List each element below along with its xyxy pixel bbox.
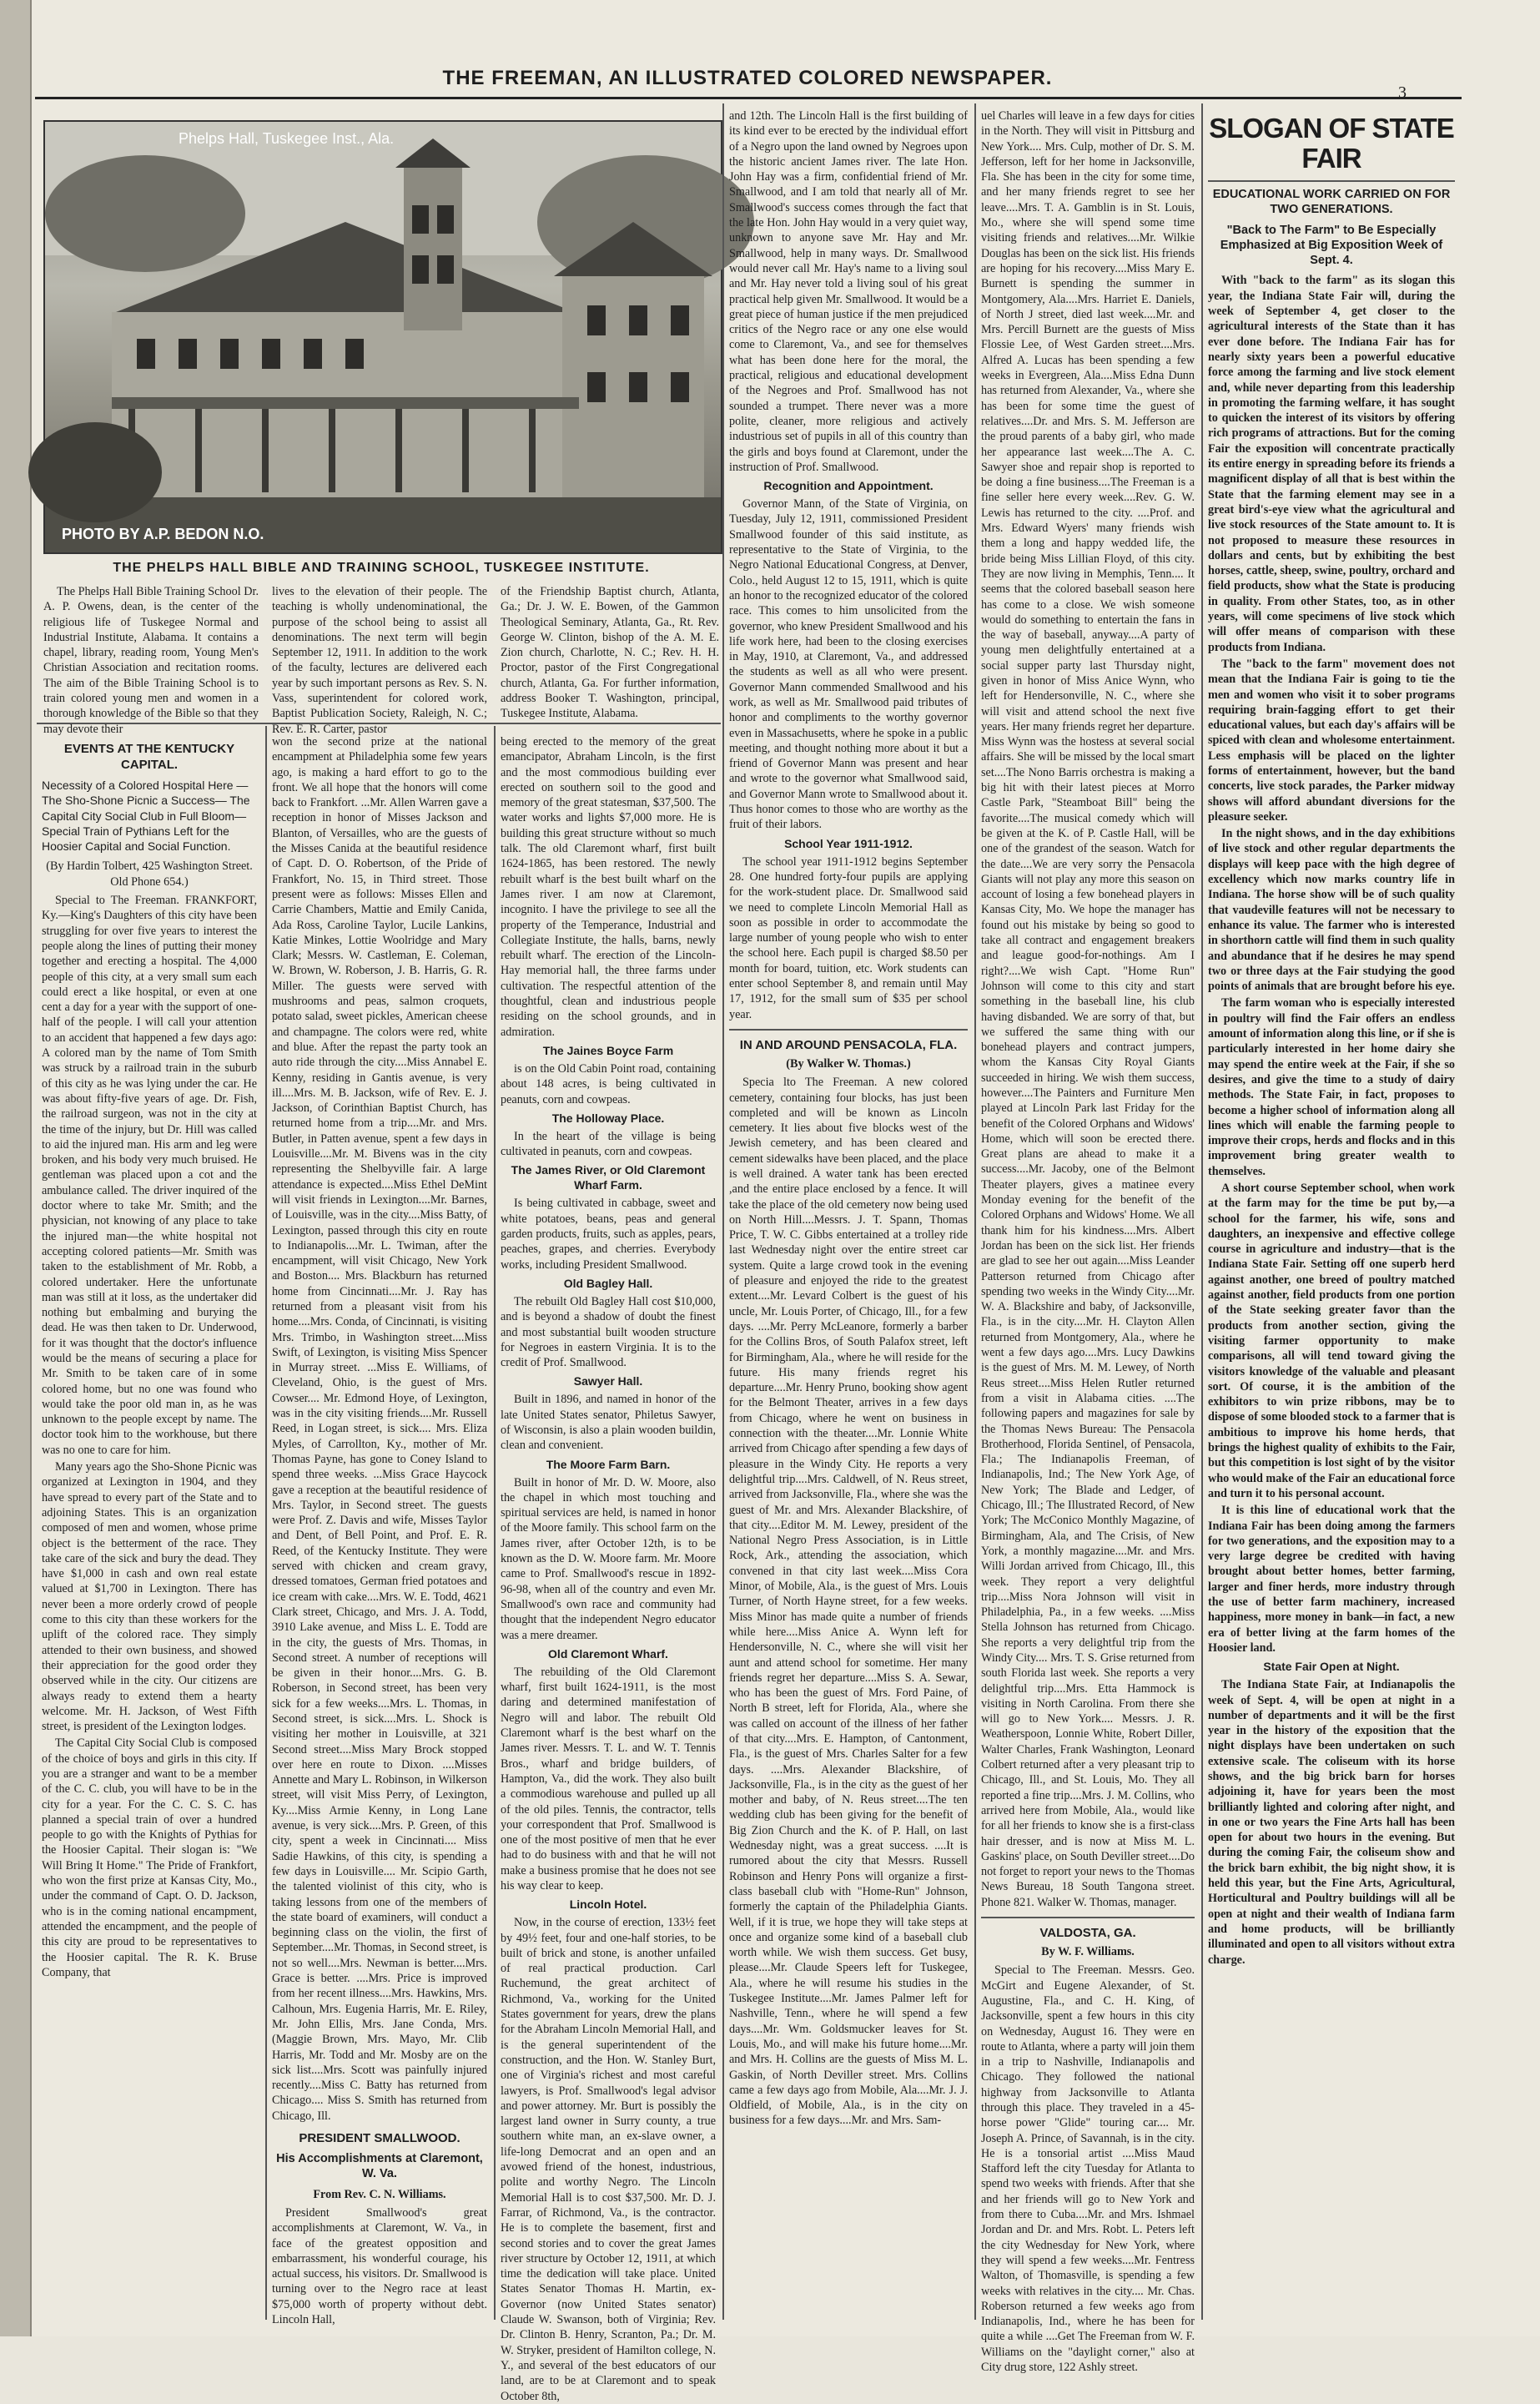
phelps-paragraph-3: of the Friendship Baptist church, Atlanta, Ga.; Dr. J. W. E. Bowen, of the Gammon Theological Seminary, Atlanta, Ga., Rt. Rev. George W. Clinton, bishop of the A. M. E. Zion church, Charlotte, N. C.; Rev. H. H. Proctor, pastor of the First Congregational church, Atlanta, Ga. For further information, address Booker T. Washington, principal, Tuskegee Institute, Alabama. — [501, 585, 719, 721]
recognition-subhead: Recognition and Appointment. — [763, 479, 934, 493]
pensacola-byline: (By Walker W. Thomas.) — [786, 1056, 911, 1071]
lincoln-hall-paragraph: and 12th. The Lincoln Hall is the first building of its kind ever to be erected by the individual effort of a Negro upon the land owned by Negroes upon the historic ancient James river. The late Hon. John Hay was a firm, confidential friend of Mr. Smallwood, and I am told that nearly all of Mr. Smallwood's success comes through the fact that the late Hon. John Hay would in a very quiet way, unknown to anyone save Mr. Hay and Mr. Smallwood, help in many ways. Dr. Smallwood would never call Mr. Hay's name to a living soul and Mr. Hay never told a living soul of his great practical help given Mr. Smallwood. It would be a great piece of human justice if the men prejudiced critics of the Negro race or any one else would come to Claremont, Va., and see for themselves what has been done here for the moral, the practical, religious and educational development of the Negroes and Prof. Smallwood has not sounded a trumpet. There never was a more polite, cleaner, more religious and actively industrious set of pupils in all of this country than the girls and boys found at Claremont, under the instruction of Prof. Smallwood. — [729, 109, 968, 474]
recognition-paragraph: Governor Mann, of the State of Virginia, on Tuesday, July 12, 1911, commissioned President Smallwood founder of this said institute, as representative to the State of Virginia, to the Negro National Educational Congress, at Denver, Colo., held August 12 to 15, 1911, which is quite an honor to the recognized educator of the colored race. This comes to him unsolicited from the governor, who knew President Smallwood and his life work here, had been to the closing exercises in May, 1910, at Claremont, Va., and addressed the students as well as all who were present. Governor Mann commended Smallwood and his work, as well as Mr. Smallwood paid tributes of honor and compliments to the worthy governor even in Massachusetts, where he spoke in a public meeting, and thought nothing more about it but a friend of Governor Mann was present and hear and wrote to the governor what Smallwood said, and Governor Mann wrote to Smallwood about it. Thus honor comes to those who are worthy as the fruit of their labors. — [729, 497, 968, 832]
kentucky-paragraph-2: Many years ago the Sho-Shone Picnic was organized at Lexington in 1904, and they have spread to every part of the State and to adjoining States. This is an organization composed of men and women, whose prime object is the betterment of the race. They take care of the sick and bury the dead. They have $1,000 in cash and own real estate valued at $1,700 in Lexington. There has never been a more orderly crowd of people come to this city than these workers for the uplift of the colored race. They simply attended to their own business, and showed their appreciation for the good order they observed while in the city. Our citizens are always ready to extend them a hearty welcome. Mr. H. Jackson, of West Fifth street, is president of the Lexington lodges. — [42, 1460, 257, 1734]
kentucky-paragraph-3: The Capital City Social Club is composed of the choice of boys and girls in this city. If you are a stranger and want to be a member of the C. C. club, you will have to be in the city for a year. For the C. C. S. C. has planned a special train of over a hundred people to go with the Knights of Pythias for the Hoosier Capital. Their slogan is: "We Will Bring It Home." The Pride of Frankfort, who won the first prize at Kansas City, Mo., under the command of Capt. O. D. Jackson, who is in the coming national encampment, attended the encampment, and the people of this city are proud to be representatives to the Hoosier capital. The R. K. Bruse Company, that — [42, 1736, 257, 1979]
claremont-wharf-subhead: Old Claremont Wharf. — [548, 1646, 668, 1661]
smallwood-paragraph-1: President Smallwood's great accomplishments at Claremont, W. Va., in face of the greatest opposition and embarrassment, his wonderful courage, his actual success, his visitors. Dr. Smallwood is turning over to the Negro race at least $75,000 worth of property without debt. Lincoln Hall, — [272, 2205, 487, 2326]
column-rule-1 — [265, 726, 267, 2320]
state-fair-column — [1208, 113, 1455, 2320]
bagley-hall-subhead: Old Bagley Hall. — [563, 1276, 653, 1290]
sawyer-hall-subhead: Sawyer Hall. — [573, 1374, 643, 1388]
kentucky-byline: (By Hardin Tolbert, 425 Washington Street. Old Phone 654.) — [46, 859, 253, 889]
state-fair-paragraph-1: With "back to the farm" as its slogan this year, the Indiana State Fair will, during the week of September 4, get closer to the agricultural interests of the State than it has ever done before. The Indiana Fair has for nearly sixty years been a powerful educative force among the farming and live stock element and, while never departing from this leadership in promoting the farming welfare, it has sought to quicken the interest of its visitors by offering rich programs of attractions. But for the coming Fair the exposition will concentrate practically its entire energy in spreading before its friends a magnificent display of all that is best within the State that the farming element may see in a great bird's-eye view what the agricultural and live stock resources of the State amount to. It is not proposed to measure these resources in dollars and cents, but by exhibiting the best horses, cattle, sheep, swine, poultry, orchard and field products, show what the State is producing in quality. From other States, too, as in other years, will come specimens of live stock which will offer means of comparison with these products from Indiana. — [1208, 274, 1455, 654]
state-fair-deck-1: EDUCATIONAL WORK CARRIED ON FOR TWO GENERATIONS. — [1208, 180, 1455, 218]
photo-section-rule — [37, 723, 721, 724]
state-fair-headline: SLOGAN OF STATE FAIR — [1209, 113, 1454, 174]
pensacola-valdosta-column — [981, 108, 1195, 2375]
kentucky-deck: Necessity of a Colored Hospital Here —The Sho-Shone Picnic a Success— The Capital City Social Club in Full Bloom—Special Train of Pythians Left for the Hoosier Capital and Social Function. — [42, 779, 250, 854]
moore-farm-subhead: The Moore Farm Barn. — [546, 1457, 671, 1471]
column-rule-2 — [494, 726, 496, 2320]
masthead-rule — [35, 97, 1462, 99]
kentucky-column — [42, 734, 257, 2320]
phelps-hall-photo — [43, 120, 722, 554]
school-year-subhead: School Year 1911-1912. — [784, 836, 913, 850]
night-fair-subhead: State Fair Open at Night. — [1263, 1660, 1400, 1674]
phelps-text-col1 — [43, 584, 259, 736]
boyce-farm-paragraph: is on the Old Cabin Point road, containing about 148 acres, is being cultivated in peanuts, corn and cowpeas. — [501, 1061, 716, 1106]
phelps-hall-illustration — [45, 122, 721, 552]
phelps-paragraph-1: The Phelps Hall Bible Training School Dr. A. P. Owens, dean, is the center of the religious life of Tuskegee Normal and Industrial Institute, Alabama. It contains a chapel, library, reading room, Young Men's Christian Association and recitation rooms. The aim of the Bible Training School is to train colored young men and women in a thorough knowledge of the Bible so that they may devote their — [43, 585, 259, 736]
smallwood-column — [501, 734, 716, 2403]
smallwood-deck: His Accomplishments at Claremont, W. Va. — [276, 2152, 483, 2181]
smallwood-byline: From Rev. C. N. Williams. — [313, 2187, 446, 2201]
page-number: 3 — [1398, 83, 1407, 102]
phelps-text-col2 — [272, 584, 487, 736]
social-column — [272, 734, 487, 2326]
state-fair-paragraph-5: A short course September school, when work at the farm may for the time be put by,—a school for the farmer, his wife, sons and daughters, an inexpensive and effective college course in agriculture and industry—that is the Indiana State Fair. Setting off one superb herd against another, one breed of poultry matched against another, field products from one portion of the State seeking greater favor than the products from another section, giving the visiting farmer opportunity to make comparisons, all will tend toward giving the visitors knowledge of the valuable and pleasant sort. Of course, it is the ambition of the exhibitors to win prize ribbons, may be to dispose of some blooded stock to a farmer that is ambitious to improve his home herds, that brings the highest quality of exhibits to the Fair, but this competition is lost sight of by the visitor who would make of the Fair an educational force and turn it to his personal account. — [1208, 1182, 1455, 1500]
column-rule-4 — [974, 103, 976, 2320]
pensacola-continued-paragraph: uel Charles will leave in a few days for cities in the North. They will visit in Pittsburg and New York.... Mrs. Culp, mother of Dr. S. M. Jefferson, left for her home in Jacksonville, Fla. She has been in the city for some time, and her many friends regret to see her leave....Mrs. T. A. Gamblin is in St. Louis, Mo., where she will spend some time visiting friends and relatives....Mr. Wilkie Douglas has been on the sick list. His friends are hoping for his recovery....Miss Mary E. Burnett is spending the summer in Montgomery, Ala....Mrs. Harriet E. Daniels, of North J street, died last week....Mr. and Mrs. Percill Burnett are the guests of Miss Flossie Lee, of West Garden street....Mrs. Alfred A. Lucas has been spending a few weeks in Evergreen, Ala....Miss Edna Dunn has returned from Alexander, Va., where she has been for some time the guest of relatives....Dr. and Mrs. S. M. Jefferson are the proud parents of a baby girl, who made her appearance last week....The A. C. Sawyer shoe and repair shop is reported to be doing a fine business....The Freeman is a fine seller here every week....Rev. G. W. Lewis has returned to the city. ....Prof. and Mrs. Edward Wyers' many friends wish them a long and happy wedded life, the bride being Miss Lillian Floyd, of this city. They are now living in Memphis, Tenn.... It seems that the colored baseball season here has come to a close. We wish someone would do something to entertain the fans in the way of baseball, anyway....A party of young men delightfully entertained at a social supper party last Thursday night, given in honor of Miss Anice Wynn, who left for Hendersonville, N. C., where she will visit and attend school the next five years. Her many friends regret her departure. Miss Wynn was the hostess at several social affairs. She will be missed by the local smart set....The Nono Barris orchestra is making a big hit with their latest pieces at Morro Castle Park, "Steamboat Bill" being the favorite....The musical comedy which will be given at the K. of P. Castle Hall, will be one of the grandest of the season. Watch for the date....We are very sorry the Pensacola Giants will not play any more this season on account of losing a few bonehead players in Kansas City, Mo. We hope the manager has found out his mistake by being so good to take all contract and engagement breakers and league good-for-nothings. Am I right?....We wish Capt. "Home Run" Johnson will come to this city and start something in the baseball line, his club having disbanded. We are sorry of that, but we suffered the same thing with our bonehead players and contract jumpers, whom the Kansas City Royal Giants succeeded in hiring. We wish them success, however....The Painters and Furniture Men played at Lincoln Park last Friday for the benefit of the Colored Orphans and Widows' Home, which will soon be erected there. Great plans are ahead to make it a success....Mr. Jacoby, one of the Belmont Theater players, gives a matinee every Monday evening for the benefit of the Colored Orphans and Widows' Home. We all thank him for his kindness....Mrs. Albert Jordan has been on the sick list. Her friends are glad to see her out again....Miss Leander Patterson returned from Chicago after spending two weeks in the Windy City....Mr. W. A. Blackshire and baby, of Jacksonville, Fla., is in the city....Mr. H. Clayton Allen returned from Montgomery, Ala., where he went a few days ago....Mrs. Lucy Dawkins is the guest of Mrs. M. M. Lewey, of North Reus street....Miss Helen Rutler returned from a visit in Alabama cities. ....The following papers and magazines for sale by the Thomas News Bureau: The Pensacola Brotherhood, Florida Sentinel, of Pensacola, Fla.; The Indianapolis Freeman, of Indianapolis, Ind.; The New York Age, of New York; The Blade and Ledger, of Chicago, Ill.; The Illustrated Record, of New York; The McConico Monthly Magazine, of Birmingham, Ala, and The Crisis, of New York, a monthly magazine....Mr. and Mrs. Willi Jordan arrived from Chicago, Ill., this week. They report a very delightful trip....Miss Nora Johnson will visit in Philadelphia, Pa., in a few weeks. ....Miss Stella Johnson has returned from Chicago. She reports a very delightful trip from the Windy City.... Mrs. T. S. Grise returned from south Florida last week. She reports a very delightful trip....Mrs. Etta Hammock is visiting in North Carolina. From there she will go to New York.... Messrs. J. R. Weatherspoon, Lonnie White, Robert Diller, Walter Charles, Frank Washington, Leonard Colbert returned after a very pleasant trip to Chicago, Ill., and St. Louis, Mo. They all reported a fine trip....Mrs. J. M. Collins, who arrived here from Mobile, Ala., would like for all her friends to know she is a first-class hair dresser, and is now at Miss M. L. Gaskins' place, on South Deviller street....Do not forget to report your news to the Thomas News Bureau, 18 South Tangona street. Phone 821. Walker W. Thomas, manager. — [981, 109, 1195, 1909]
photo-title: THE PHELPS HALL BIBLE AND TRAINING SCHOOL, TUSKEGEE INSTITUTE. — [113, 561, 650, 575]
phelps-paragraph-2: lives to the elevation of their people. The teaching is wholly undenominational, the purpose of the school being to assist all denominations. The next term will begin September 12, 1911. In addition to the work of the faculty, lectures are delivered each year by such important persons as Rev. S. N. Vass, superintendent for colored work, Baptist Publication Society, Raleigh, N. C.; Rev. E. R. Carter, pastor — [272, 585, 487, 736]
column-rule-5 — [1201, 103, 1203, 2320]
pensacola-headline: IN AND AROUND PENSACOLA, FLA. — [729, 1029, 968, 1053]
state-fair-paragraph-6: It is this line of educational work that the Indiana Fair has been doing among the farmers for two generations, and the exposition may to a very large degree be credited with having brought about better homes, better farming, larger and finer herds, more industry through the use of better farm machinery, increased happiness, more money in bank—in fact, a new era of better living at the farm homes of the Hoosier land. — [1208, 1504, 1455, 1655]
masthead: THE FREEMAN, AN ILLUSTRATED COLORED NEWSPAPER. — [442, 67, 1053, 89]
smallwood-paragraph-2: being erected to the memory of the great emancipator, Abraham Lincoln, is the first and the most commodious building ever erected on southern soil to the good and memory of the great statesman, $37,500. The water works and lights $7,000 more. He is building this great structure without so much talk. The old Claremont wharf, first built 1624-1865, has been restored. The newly rebuilt wharf is the best built wharf on the James river. I am now at Claremont, incognito. I have the privilege to see all the property of the Temperance, Industrial and Collegiate Institute, the halls, barns, newly rebuilt wharf. The erection of the Lincoln-Hay memorial hall, the three farms under cultivation. The respectful attention of the thoughtful, clean and industrious people residing on the school grounds, and in admiration. — [501, 735, 716, 1039]
valdosta-byline: By W. F. Williams. — [1041, 1945, 1135, 1959]
school-year-paragraph: The school year 1911-1912 begins September 28. One hundred forty-four pupils are applying for the work-student place. Dr. Smallwood said we need to complete Lincoln Memorial Hall as soon as possible in order to accommodate the large number of young people who wish to enter the school here. Each pupil is charged $8.50 per month for board, tuition, etc. Work students can enter school September 8, and remain until May 17, 1912, for the small sum of $35 per school year. — [729, 854, 968, 1021]
state-fair-paragraph-4: The farm woman who is especially interested in poultry will find the Fair offers an endless amount of information along this line, or if she is particularly interested in her home dairy she may spend the entire week at the Fair, if she so desires, and give the time to a study of dairy methods. The State Fair, in fact, proposes to become a higher school of information along all lines which will enable the farming people to improve their crops, herds and flocks and in this improvement bring greater wealth to themselves. — [1208, 996, 1455, 1178]
claremont-wharf-paragraph: The rebuilding of the Old Claremont wharf, first built 1624-1911, is the most daring and determined manifestation of Negro will and labor. The rebuilt Old Claremont wharf is the best wharf on the James river. Messrs. T. L. and W. T. Tennis Bros., wharf and bridge builders, of Hampton, Va., did the work. They also built a commodious warehouse and pulled up all of the old piles. Tennis, the contractor, tells your correspondent that Prof. Smallwood is one of the most positive of men that he ever had to do business with and that he will not make a business promise that he does not see his way clear to keep. — [501, 1665, 716, 1892]
kentucky-paragraph-1: Special to The Freeman. FRANKFORT, Ky.—King's Daughters of this city have been struggling for over five years to interest the people along the lines of putting their money together and erecting a hospital. The 4,000 people of this city, at a very small sum each could erect a like hospital, or even at one cent a day for a year with the support of one-half of the people. I will call your attention to an accident that happened a few days ago: A colored man by the name of Tom Smith was struck by a railroad train in the suburb of this city as he was lying under the car. He was about fifty-five years of age. Dr. Fish, the railroad surgeon, was not in the city at the time of the injury, but Dr. Hill was called to aid the injured man. His arm and leg were broken, and his body very much bruised. He gentleman was placed upon a cot and the ambulance called. The driver inquired of the doctor where to take Mr. Smith; and the physician, not knowing of any place to take the injured man—the white hospital not accepting colored patients—Mr. Smith was taken to the establishment of Mr. Robb, a colored undertaker. Here the unfortunate man was still at it loss, as the undertaker did nothing but embalming and burying the dead. He was then taken to Dr. Underwood, for it was thought that the doctor's influence would be the means of securing a place for Mr. Smith to be taken care of in some colored home, but no one was found who would take the poor old man in, as he was unknown to the people except by name. The doctor took him to the workhouse, but there was no one to care for him. — [42, 894, 257, 1457]
column-rule-3 — [722, 103, 724, 2320]
smallwood-pensacola-column — [729, 108, 968, 2320]
state-fair-paragraph-3: In the night shows, and in the day exhibitions of live stock and other regular departments the displays will keep pace with the high degree of excellency which now marks country life in Indiana. The horse show will be of such quality that vaudeville features will not be necessary to enhance its value. The farmer who is interested in shorthorn cattle will find them in such quality and abundance that if he desires he may spend two or three days at the Fair studying the good points of animals that are brought before his eye. — [1208, 827, 1455, 994]
james-river-paragraph: Is being cultivated in cabbage, sweet and white potatoes, beans, peas and general garden products, fruits, such as apples, pears, peaches, grapes, and cherries. Everybody works, including President Smallwood. — [501, 1197, 716, 1272]
moore-farm-paragraph: Built in honor of Mr. D. W. Moore, also the chapel in which most touching and spiritual services are held, is named in honor of the Moore family. This school farm on the James river, after October 12th, is to be known as the D. W. Moore farm. Mr. Moore came to Prof. Smallwood's rescue in 1892-96-98, when all of the country and even Mr. Smallwood's own race and community had thought that the independent Negro educator was a mere dreamer. — [501, 1475, 716, 1642]
page-binding-edge — [0, 0, 32, 2336]
valdosta-headline: VALDOSTA, GA. — [981, 1917, 1195, 1941]
photo-caption-top: Phelps Hall, Tuskegee Inst., Ala. — [179, 130, 395, 147]
smallwood-headline: PRESIDENT SMALLWOOD. — [299, 2131, 460, 2146]
phelps-text-col3 — [501, 584, 719, 721]
sawyer-hall-paragraph: Built in 1896, and named in honor of the late United States senator, Philetus Sawyer, of Wisconsin, is also a plain wooden buildin, clean and convenient. — [501, 1393, 716, 1453]
photo-credit: PHOTO BY A.P. BEDON N.O. — [62, 526, 264, 542]
kentucky-headline: EVENTS AT THE KENTUCKY CAPITAL. — [63, 742, 235, 772]
lincoln-hotel-paragraph: Now, in the course of erection, 133½ feet by 49½ feet, four and one-half stories, to be built of brick and stone, is another unfailed of real practical production. Carl Ruchemund, the great architect of Richmond, Va., working for the United States government for years, drew the plans for the Abraham Lincoln Memorial Hall, and is the general superintendent of the construction, and the Hon. W. Stanley Burt, one of Virginia's richest and most careful lawyers, is Prof. Smallwood's legal advisor and power attorney. Mr. Burt is possibly the largest land owner in Surry county, a true southern white man, an ex-slave owner, a life-long Democrat and an open and an avowed friend of the honest, industrious, polite and worthy Negro. The Lincoln Memorial Hall is to cost $37,500. Mr. D. J. Farrar, of Richmond, Va., is the contractor. He is to complete the basement, first and second stories and to cover the great James river structure by October 12, 1911, at which time the dedication will take place. United States Senator Thomas H. Martin, ex-Governor (now United States senator) Claude W. Swanson, both of Virginia; Rev. Dr. Clinton B. Henry, Scranton, Pa.; Dr. M. W. Stryker, president of Hamilton college, N. Y., and several of the best educators of our land, are to be at Claremont and to speak October 8th, — [501, 1916, 716, 2403]
holloway-subhead: The Holloway Place. — [551, 1111, 665, 1125]
pensacola-paragraph: Specia lto The Freeman. A new colored cemetery, containing four blocks, has just been completed and will be known as Lincoln cemetery. It lies about five blocks west of the Jewish cemetery, and has been cleared and cement sidewalks have been placed, and the place is well drained. A water tank has been erected ,and the entire place enclosed by a fence. It will take the place of the old cemetery now being used on North Hill....Messrs. J. T. Spann, Thomas Price, T. W. C. Gibbs entertained at a trolley ride last Wednesday night over the entire street car system. Quite a large crowd took in the evening of pleasure and enjoyed the ride to the greatest extent....Mr. Levard Colbert is the guest of his uncle, Mr. Louis Porter, of Chicago, Ill., for a few days. ....Mr. Perry McLeanore, formerly a barber for the Collins Bros, of South Palafox street, left for Birmingham, Ala., where he will reside for the future. His many friends regret his departure....Mr. Henry Pruno, booking show agent for the Belmont Theater, arrives in a few days from Chicago, where he went on business in connection with the theater....Mr. Lonnie White arrived from Chicago after spending a few days of pleasure in the Windy City. He reports a very delightful trip....Mrs. Caldwell, of N. Reus street, arrived from Jacksonville, Fla., where she was the guest of Mr. and Mrs. Alexander Blackshire, of that city....Editor M. M. Lewey, president of the National Negro Press Association, is in Little Rock, Ark., attending the association, which convened in that city last week....Miss Cora Minor, of Mobile, Ala., is the guest of Mrs. Louis Turner, of North Hayne street, for a few weeks. Miss Minor has made quite a number of friends while here....Miss Anice A. Wynn left for Hendersonville, N. C., where she will visit her aunt and attend school for sometime. Her many friends regret her departure....Miss S. A. Sewar, who has been the guest of Mrs. Ford Paine, of North B street, left for Florida, Ala., where she was called on account of the illness of her father of that city....Mrs. E. Hampton, of Cantonment, Fla., is the guest of Mrs. Charles Salter for a few days. ....Mrs. Alexander Blackshire, of Jacksonville, Fla., is in the city as the guest of her mother and baby, of N. Reus street....The ten wedding club has been giving for the benefit of Big Zion Church and the K. of P. Hall, on last Wednesday night, was a great success. ....It is rumored about the city that Messrs. Russell Robinson and Henry Pons will organize a first-class baseball club with "Home-Run" Johnson, formerly the captain of the Philadelphia Giants. Well, if it is true, we hope they will take steps at once and organize some kind of a baseball club worth while. We wish them success. Get busy, please....Mr. Claude Speers left for Tuskegee, Ala., where he will resume his studies in the Tuskegee Institute....Mr. James Palmer left for Nashville, Tenn., where he will spend a few days....Mr. Wm. Goldsmucker leaves for St. Louis, Mo., and will make his future home....Mr. and Mrs. H. Collins are the guests of Miss M. L. Gaskin, of North Deviller street. Mrs. Collins came a few days ago from Mobile, Ala....Mr. J. J. Oldfield, of Mobile, Ala., is in the city on business for a few days....Mr. and Mrs. Sam- — [729, 1076, 969, 2128]
state-fair-paragraph-7: The Indiana State Fair, at Indianapolis the week of Sept. 4, will be open at night in a number of departments and it will be the first year in the history of the exposition that the night displays have been undertaken on such extensive scale. The coliseum with its horse shows, and the big brick barn for horses adjoining it, have for years been the most brilliantly lighted and coloring after night, and in one or two years the Fine Arts hall has been open for about two hours in the evening. But during the coming Fair, the coliseum show and the brick barn exhibit, the big night show, it is held this year, but the Fine Arts, Agricultural, Horticultural and Poultry buildings will all be open at night and their wealth of Indiana farm and home products, will be brilliantly illuminated and open to all visitors without extra charge. — [1208, 1678, 1455, 1967]
james-river-subhead: The James River, or Old Claremont Wharf Farm. — [511, 1163, 706, 1192]
boyce-farm-subhead: The Jaines Boyce Farm — [542, 1043, 674, 1057]
lincoln-hotel-subhead: Lincoln Hotel. — [569, 1897, 647, 1912]
state-fair-deck-2: "Back to The Farm" to Be Especially Emphasized at Big Exposition Week of Sept. 4. — [1220, 223, 1443, 268]
holloway-paragraph: In the heart of the village is being cultivated in peanuts, corn and cowpeas. — [501, 1129, 716, 1159]
social-paragraph: won the second prize at the national encampment at Philadelphia some few years ago, is making a hard effort to go to the front. We all hope that the honors will come back to Frankfort. ...Mr. Allen Warren gave a reception in honor of Misses Jackson and Blanton, of Versailles, who are the guests of the Misses Canida at the beautiful residence of Capt. D. O. Robertson, of the Pride of Frankfort, No. 15, in Third street. Those present were as follows: Misses Ellen and Carrie Chambers, Mattie and Emily Canida, Ada Ross, Caroline Taylor, Lucile Lankins, Katie Minkes, Lottie Woolridge and Mary Clark; Messrs. W. Castleman, E. Coleman, W. Brown, W. Roberson, J. B. Harris, G. R. Miller. The guests were served with mushrooms and peas, salmon croquets, potato salad, sweet pickles, American cheese and champagne. The colors were red, white and blue. After the repast the party took an auto ride through the city....Miss Annabel E. Kenny, residing in Gantis avenue, is very ill....Mrs. M. B. Jackson, wife of Rev. E. J. Jackson, of Corinthian Baptist Church, has returned home from a trip....Mr. and Mrs. Butler, in Patten avenue, spent a few days in Louisville....Mr. M. Bivens was in the city representing the Shelbyville fair. A large attendance is expected....Miss Ethel DeMint will visit friends in Lexington....Mr. Barnes, of Louisville, was in the city....Miss Batty, of Lexington, passed through this city en route to Indianapolis....Mr. L. Twiman, after the encampment, will visit Chicago, New York and Boston.... Mrs. Blackburn has returned home from Cincinnati....Mr. J. Ray has returned from a pleasant visit from his home....Mrs. Conda, of Cincinnati, is visiting Mrs. Trimbo, in Washington street....Miss Swift, of Lexington, is visiting Miss Spencer in Murray street. ...Miss E. Williams, of Cleveland, Ohio, is the guest of Mrs. Cowser.... Mr. Edmond Hoye, of Lexington, was in the city visiting friends....Mr. Russell Reed, in Logan street, is sick.... Mrs. Eliza Myles, of Carrollton, Ky., mother of Mr. Thomas Payne, has gone to Coney Island to spend three weeks. ...Miss Grace Haycock gave a reception at the beautiful residence of Mrs. Taylor, in Second street. The guests were Prof. Z. Davis and wife, Misses Taylor and Dent, of Bell Point, and Prof. E. R. Reed, of the Kentucky Institute. They were served with chicken and cream gravy, dressed tomatoes, German fried potatoes and ice cream with cake....Mrs. W. E. Todd, 4621 Clark street, Chicago, and Mrs. J. A. Todd, 3910 Lake avenue, and Miss L. E. Todd are in the city, the guests of Mrs. Thomas, in Second street. A number of receptions will be given in their honor....Mrs. G. B. Roberson, in Second street, has been very sick for a few weeks....Mrs. L. Thomas, in Second street, is sick....Mrs. L. Shock is visiting her mother in Louisville, at 321 Second street....Miss Mary Brock stopped over here en route to Dixon. ....Misses Annette and Mary L. Robinson, in Wilkerson street, will visit Miss Perry, of Lexington, Ky....Miss Armie Kenny, in Long Lane avenue, is very sick....Mrs. P. Green, of this city, spent a week in Cincinnati.... Miss Sadie Hawkins, of this city, is spending a few days in Louisville.... Mr. Scipio Garth, the talented violinist of this city, who is taking lessons from one of the members of the state board of examiners, will conduct a beginning class on the violin, the first of September....Mr. Thomas, in Second street, is not so well....Mrs. Newman is better....Mrs. Grace is better. ....Mrs. Price is improved from her recent illness....Mrs. Hawkins, Mrs. Calhoun, Mrs. Eugenia Harris, Mr. E. Riley, Mr. John Ellis, Mrs. Jane Conda, Mrs. (Maggie Brown, Mrs. Mayo, Mr. Clib Harris, Mr. Todd and Mr. Mosby are on the sick list....Mrs. Scott was painfully injured recently....Miss C. Batty has returned from Chicago.... Miss S. Smith has returned from Chicago, Ill. — [272, 735, 487, 2123]
bagley-hall-paragraph: The rebuilt Old Bagley Hall cost $10,000, and is beyond a shadow of doubt the finest and most substantial built wooden structure for Negroes in eastern Virginia. It is to the credit of Prof. Smallwood. — [501, 1294, 716, 1370]
valdosta-paragraph: Special to The Freeman. Messrs. Geo. McGirt and Eugene Alexander, of St. Augustine, Fla., and C. H. King, of Jacksonville, spent a few hours in this city on Wednesday, August 16. They were en route to Atlanta, where a party will join them in a trip to Nashville, Indianapolis and Chicago. They followed the national highway from Jacksonville to Atlanta through this place. They traveled in a 45-horse power "Glide" touring car.... Mr. Joseph A. Prince, of Savannah, is in the city. He is a tonsorial artist ....Miss Maud Stafford left the city Tuesday for Atlanta to spend two weeks with friends. After that she and her friends will go to New York and from there to Cuba....Mr. and Mrs. Ishmael Jordan and Dr. and Mrs. Robt. L. Peters left the city Wednesday for New York, where they will spend a few weeks....Mr. Fentress Walton, of Thomasville, is spending a few weeks with relatives in the city.... Mr. Chas. Roberson returned a few weeks ago from Indianapolis, Ind., where he has been for quite a while ....Get The Freeman from W. F. Williams on the "daylight corner," also at City drug store, 122 Ashly street. — [981, 1963, 1195, 2375]
state-fair-paragraph-2: The "back to the farm" movement does not mean that the Indiana Fair is going to tie the men and women who visit it to sober programs requiring brain-fagging effort to get their educational values, but each day's affairs will be spiced with clean and wholesome entertainment. Less emphasis will be placed on the lighter forms of entertainment, however, but the band concerts, live stock parades, the Parker midway shows will afford abundant diversions for the pleasure seeker. — [1208, 657, 1455, 824]
